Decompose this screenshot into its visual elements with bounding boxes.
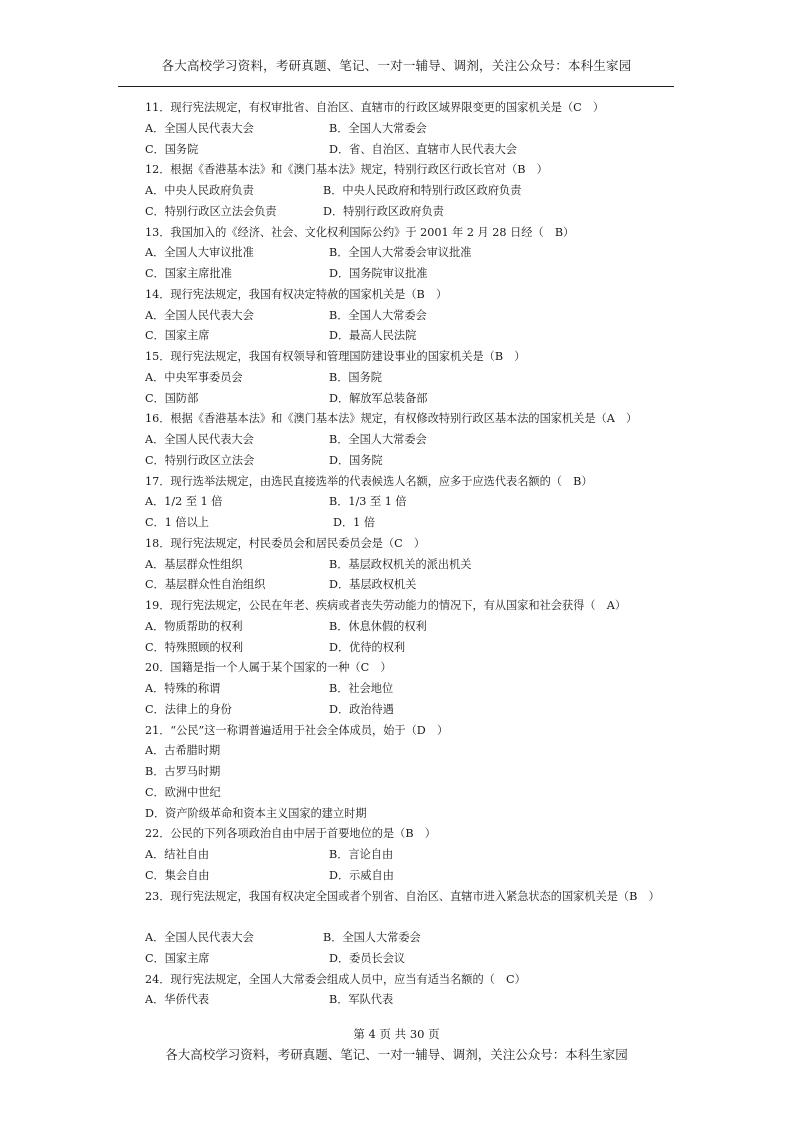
option-c: C．欧洲中世纪: [145, 785, 221, 799]
options-row: [122, 679, 682, 700]
option-a: A．全国人民代表大会: [145, 931, 254, 944]
options-row: [122, 389, 682, 410]
question-list: [122, 98, 682, 1011]
option-b: B．全国人大常委会: [329, 121, 427, 135]
option-b: B．休息休假的权利: [329, 619, 427, 633]
question-14: 14．现行宪法规定，我国有权决定特赦的国家机关是（B ）: [145, 287, 448, 301]
option-d: D．优待的权利: [329, 640, 406, 654]
option-b: B．全国人大常委会: [329, 308, 427, 322]
option-c: C．集会自由: [145, 868, 210, 882]
option-a: A．结社自由: [145, 848, 210, 861]
option-d: D．资产阶级革命和资本主义国家的建立时期: [145, 806, 367, 820]
option-b: B．中央人民政府和特别行政区政府负责: [323, 184, 522, 197]
option-a: A．全国人民代表大会: [145, 121, 254, 135]
question-22: 22．公民的下列各项政治自由中居于首要地位的是（B ）: [145, 827, 436, 841]
option-c: C．国家主席: [145, 329, 210, 343]
options-row: [122, 202, 682, 223]
options-row: [122, 513, 682, 534]
option-b: B．军队代表: [329, 993, 394, 1007]
option-d: D．国务院: [329, 453, 383, 467]
option-b: B．全国人大常委会审议批准: [329, 246, 472, 260]
option-c: C．国防部: [145, 391, 199, 405]
option-c: C．特别行政区立法会负责: [145, 204, 277, 218]
option-b: B．言论自由: [329, 848, 394, 861]
option-a: A．基层群众性组织: [145, 557, 243, 571]
option-c: C．1 倍以上: [145, 516, 209, 529]
option-b: B．1/3 至 1 倍: [329, 495, 407, 509]
option-d: D．特别行政区政府负责: [323, 204, 444, 218]
options-row: [122, 928, 682, 949]
option-c: C．法律上的身份: [145, 702, 232, 716]
options-row: [122, 555, 682, 576]
options-row: [122, 492, 682, 513]
options-row: [122, 845, 682, 866]
options-row: [122, 368, 682, 389]
option-c: C．国家主席批准: [145, 267, 232, 280]
options-row: [122, 700, 682, 721]
options-row: [122, 181, 682, 202]
option-a: A．1/2 至 1 倍: [145, 495, 223, 509]
option-c: C．特别行政区立法会: [145, 453, 255, 467]
page-footer: 各大高校学习资料，考研真题、笔记、一对一辅导、调剂，关注公众号：本科生家园: [165, 1047, 628, 1062]
options-row: [122, 243, 682, 264]
options-row: [122, 949, 682, 970]
options-row: [122, 638, 682, 659]
options-row: [122, 575, 682, 596]
question-11: 11．现行宪法规定，有权审批省、自治区、直辖市的行政区域界限变更的国家机关是（C ）: [145, 101, 605, 114]
header-divider: [118, 86, 674, 87]
option-c: C．特殊照顾的权利: [145, 640, 244, 654]
question-17: 17．现行选举法规定，由选民直接选举的代表候选人名额，应多于应选代表名额的（ B）: [145, 474, 593, 488]
question-16: 16．根据《香港基本法》和《澳门基本法》规定，有权修改特别行政区基本法的国家机关是（A ）: [145, 412, 638, 426]
option-a: A．特殊的称谓: [145, 682, 221, 695]
option-d: D．示威自由: [329, 868, 394, 882]
option-a: A．物质帮助的权利: [145, 619, 243, 633]
options-row: [122, 617, 682, 638]
option-d: D．1 倍: [333, 516, 376, 529]
question-13: 13．我国加入的《经济、社会、文化权利国际公约》于 2001 年 2 月 28 日经（ B）: [145, 225, 575, 239]
option-a: A．全国人民代表大会: [145, 308, 254, 322]
option-d: D．最高人民法院: [329, 329, 417, 343]
option-b: B．基层政权机关的派出机关: [329, 557, 472, 571]
question-23: 23．现行宪法规定，我国有权决定全国或者个别省、自治区、直辖市进入紧急状态的国家机关是（B ）: [145, 889, 660, 903]
options-row: [122, 326, 682, 347]
question-21: 21．“公民”这一称谓普遍适用于社会全体成员，始于（D ）: [145, 723, 449, 737]
option-c: C．基层群众性自治组织: [145, 578, 266, 592]
options-row: [122, 119, 682, 140]
option-b: B．全国人大常委会: [329, 433, 427, 446]
option-c: C．国务院: [145, 142, 199, 156]
option-d: D．国务院审议批准: [329, 267, 428, 280]
option-b: B．社会地位: [329, 682, 394, 695]
options-row: [122, 866, 682, 887]
option-a: A．全国人大审议批准: [145, 246, 254, 260]
option-a: A．全国人民代表大会: [145, 433, 254, 446]
option-b: B．全国人大常委会: [323, 931, 421, 944]
option-c: C．国家主席: [145, 951, 210, 965]
option-a: A．古希腊时期: [145, 744, 221, 758]
option-d: D．省、自治区、直辖市人民代表大会: [329, 142, 517, 156]
option-a: A．中央人民政府负责: [145, 184, 254, 197]
options-row: [122, 140, 682, 161]
option-b: B．国务院: [329, 370, 382, 384]
option-a: A．中央军事委员会: [145, 370, 243, 384]
page-number: 第 4 页 共 30 页: [353, 1027, 440, 1041]
option-d: D．政治待遇: [329, 702, 394, 716]
options-row: [122, 451, 682, 472]
option-d: D．委员长会议: [329, 951, 406, 965]
question-19: 19．现行宪法规定，公民在年老、疾病或者丧失劳动能力的情况下，有从国家和社会获得（ A）: [145, 599, 627, 612]
question-15: 15．现行宪法规定，我国有权领导和管理国防建设事业的国家机关是（B ）: [145, 350, 526, 363]
question-18: 18．现行宪法规定，村民委员会和居民委员会是（C ）: [145, 536, 426, 550]
options-row: [122, 264, 682, 285]
option-d: D．基层政权机关: [329, 578, 417, 592]
page-header: 各大高校学习资料，考研真题、笔记、一对一辅导、调剂，关注公众号：本科生家园: [161, 58, 632, 73]
option-b: B．古罗马时期: [145, 765, 221, 778]
question-12: 12．根据《香港基本法》和《澳门基本法》规定，特别行政区行政长官对（B ）: [145, 163, 548, 177]
options-row: [122, 990, 682, 1011]
question-20: 20．国籍是指一个人属于某个国家的一种（C ）: [145, 661, 392, 675]
option-a: A．华侨代表: [145, 993, 210, 1007]
options-row: [122, 306, 682, 327]
option-d: D．解放军总装备部: [329, 391, 428, 405]
options-row: [122, 430, 682, 451]
question-24: 24．现行宪法规定，全国人大常委会组成人员中，应当有适当名额的（ C）: [145, 972, 526, 986]
